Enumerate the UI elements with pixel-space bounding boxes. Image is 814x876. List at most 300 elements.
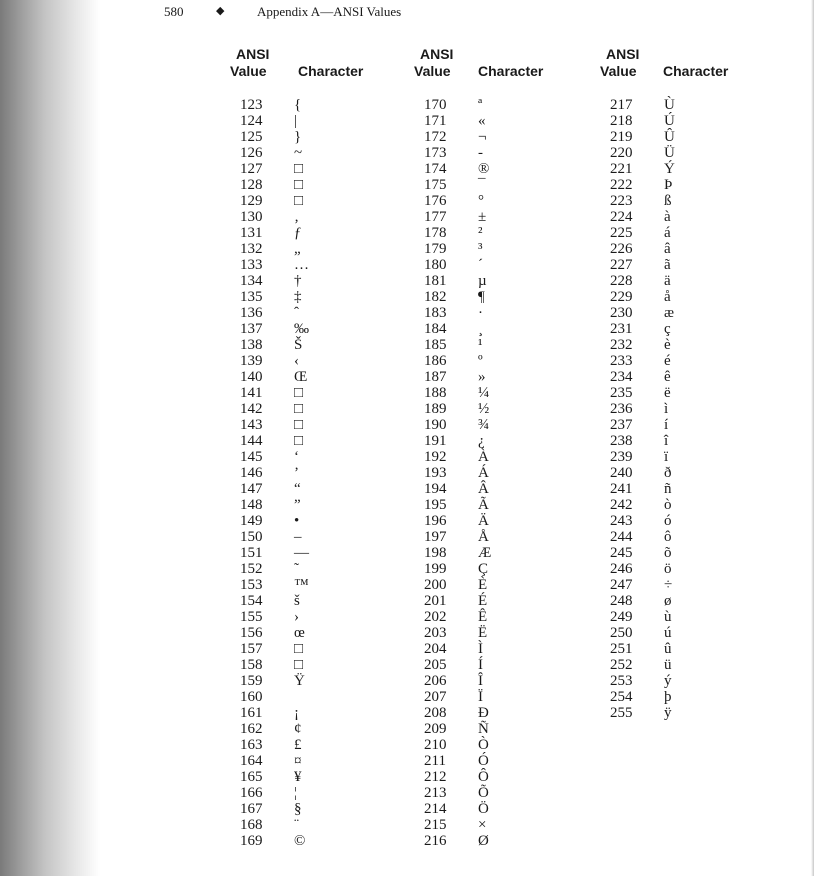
ansi-character: ð xyxy=(664,465,672,481)
ansi-value: 156 xyxy=(240,625,263,641)
ansi-character: • xyxy=(294,513,300,529)
ansi-value: 155 xyxy=(240,609,263,625)
table-row xyxy=(230,529,415,545)
table-row xyxy=(230,337,415,353)
table-row xyxy=(414,193,599,209)
table-row xyxy=(414,753,599,769)
ansi-character: □ xyxy=(294,657,304,673)
ansi-value: 151 xyxy=(240,545,263,561)
ansi-value: 234 xyxy=(610,369,633,385)
table-row xyxy=(230,273,415,289)
table-row xyxy=(230,593,415,609)
column-header xyxy=(230,46,415,90)
ansi-character: ø xyxy=(664,593,672,609)
ansi-character: ² xyxy=(478,225,483,241)
table-row xyxy=(230,145,415,161)
table-row xyxy=(414,529,599,545)
ansi-character: □ xyxy=(294,433,304,449)
table-row xyxy=(414,145,599,161)
table-row xyxy=(414,401,599,417)
table-row xyxy=(600,529,785,545)
table-row xyxy=(600,273,785,289)
ansi-value: 238 xyxy=(610,433,633,449)
table-row xyxy=(600,641,785,657)
ansi-character: « xyxy=(478,113,486,129)
ansi-value: 137 xyxy=(240,321,263,337)
table-row xyxy=(414,673,599,689)
table-row xyxy=(414,833,599,849)
table-row xyxy=(414,97,599,113)
ansi-value: 168 xyxy=(240,817,263,833)
table-row xyxy=(230,657,415,673)
ansi-character: ¢ xyxy=(294,721,302,737)
ansi-character: é xyxy=(664,353,671,369)
ansi-value: 188 xyxy=(424,385,447,401)
ansi-value: 240 xyxy=(610,465,633,481)
table-row xyxy=(600,481,785,497)
running-header xyxy=(0,4,814,24)
ansi-value: 215 xyxy=(424,817,447,833)
ansi-value: 229 xyxy=(610,289,633,305)
ansi-character: Ù xyxy=(664,97,675,113)
ansi-value: 169 xyxy=(240,833,263,849)
ansi-value: 209 xyxy=(424,721,447,737)
ansi-value: 130 xyxy=(240,209,263,225)
ansi-value: 196 xyxy=(424,513,447,529)
ansi-value: 255 xyxy=(610,705,633,721)
ansi-value: 129 xyxy=(240,193,263,209)
ansi-character: ½ xyxy=(478,401,490,417)
ansi-value: 250 xyxy=(610,625,633,641)
table-rows xyxy=(414,97,599,849)
table-row xyxy=(600,513,785,529)
table-row xyxy=(414,209,599,225)
table-row xyxy=(414,721,599,737)
page-number: 580 xyxy=(164,4,184,19)
ansi-value: 208 xyxy=(424,705,447,721)
ansi-value: 219 xyxy=(610,129,633,145)
header-ansi: ANSI xyxy=(236,46,270,62)
ansi-character: } xyxy=(294,129,302,145)
ansi-value: 176 xyxy=(424,193,447,209)
ansi-value: 233 xyxy=(610,353,633,369)
ansi-character: ü xyxy=(664,657,672,673)
ansi-value: 191 xyxy=(424,433,447,449)
ansi-character: œ xyxy=(294,625,305,641)
ansi-value: 244 xyxy=(610,529,633,545)
table-row xyxy=(230,97,415,113)
ansi-value: 141 xyxy=(240,385,263,401)
ansi-character: ó xyxy=(664,513,672,529)
ansi-character: À xyxy=(478,449,489,465)
table-row xyxy=(414,801,599,817)
table-row xyxy=(230,721,415,737)
ansi-character: ® xyxy=(478,161,490,177)
table-row xyxy=(414,225,599,241)
table-row xyxy=(230,769,415,785)
ansi-character: § xyxy=(294,801,302,817)
ansi-value: 212 xyxy=(424,769,447,785)
ansi-character: □ xyxy=(294,193,304,209)
table-row xyxy=(600,145,785,161)
table-row xyxy=(230,689,415,705)
ansi-value: 251 xyxy=(610,641,633,657)
ansi-value: 197 xyxy=(424,529,447,545)
table-row xyxy=(230,465,415,481)
ansi-character: š xyxy=(294,593,300,609)
ansi-character: ™ xyxy=(294,577,309,593)
ansi-value: 236 xyxy=(610,401,633,417)
ansi-value: 247 xyxy=(610,577,633,593)
table-row xyxy=(230,705,415,721)
table-row xyxy=(230,609,415,625)
header-ansi: ANSI xyxy=(420,46,454,62)
ansi-character: ¯ xyxy=(478,177,486,193)
table-row xyxy=(414,385,599,401)
ansi-character: Ú xyxy=(664,113,675,129)
diamond-bullet-icon: ◆ xyxy=(216,5,225,17)
ansi-character: Ó xyxy=(478,753,489,769)
table-row xyxy=(230,577,415,593)
ansi-value: 194 xyxy=(424,481,447,497)
table-rows xyxy=(230,97,415,849)
ansi-character: □ xyxy=(294,385,304,401)
ansi-character: Ò xyxy=(478,737,489,753)
ansi-character: à xyxy=(664,209,671,225)
ansi-value: 179 xyxy=(424,241,447,257)
ansi-character: Ä xyxy=(478,513,489,529)
ansi-value: 227 xyxy=(610,257,633,273)
ansi-value: 180 xyxy=(424,257,447,273)
table-row xyxy=(230,753,415,769)
table-row xyxy=(600,593,785,609)
table-row xyxy=(230,737,415,753)
ansi-value: 182 xyxy=(424,289,447,305)
table-row xyxy=(414,465,599,481)
ansi-character: … xyxy=(294,257,309,273)
ansi-value: 185 xyxy=(424,337,447,353)
table-row xyxy=(414,161,599,177)
table-row xyxy=(600,129,785,145)
ansi-character: □ xyxy=(294,161,304,177)
ansi-character: Ý xyxy=(664,161,675,177)
table-row xyxy=(600,337,785,353)
ansi-value: 154 xyxy=(240,593,263,609)
ansi-value: 246 xyxy=(610,561,633,577)
ansi-value: 166 xyxy=(240,785,263,801)
table-row xyxy=(230,321,415,337)
table-row xyxy=(600,417,785,433)
table-row xyxy=(600,241,785,257)
ansi-value: 242 xyxy=(610,497,633,513)
table-row xyxy=(600,465,785,481)
ansi-character: ‰ xyxy=(294,321,309,337)
table-row xyxy=(414,337,599,353)
book-binding-shadow xyxy=(0,0,100,876)
table-row xyxy=(230,257,415,273)
ansi-value: 235 xyxy=(610,385,633,401)
ansi-value: 160 xyxy=(240,689,263,705)
table-row xyxy=(600,561,785,577)
ansi-character: Ð xyxy=(478,705,489,721)
ansi-character: Ü xyxy=(664,145,675,161)
table-row xyxy=(600,401,785,417)
table-row xyxy=(414,113,599,129)
ansi-value: 192 xyxy=(424,449,447,465)
ansi-value: 239 xyxy=(610,449,633,465)
table-row xyxy=(230,833,415,849)
table-row xyxy=(414,481,599,497)
header-value: Value xyxy=(230,63,267,79)
table-row xyxy=(414,257,599,273)
ansi-character: ê xyxy=(664,369,671,385)
ansi-character: “ xyxy=(294,481,301,497)
ansi-character: ³ xyxy=(478,241,483,257)
ansi-value: 170 xyxy=(424,97,447,113)
table-row xyxy=(600,161,785,177)
ansi-character: þ xyxy=(664,689,672,705)
table-row xyxy=(230,785,415,801)
ansi-value: 165 xyxy=(240,769,263,785)
ansi-character: ú xyxy=(664,625,672,641)
ansi-character: Ø xyxy=(478,833,489,849)
ansi-character: ý xyxy=(664,673,672,689)
ansi-character: í xyxy=(664,417,669,433)
table-row xyxy=(414,705,599,721)
ansi-character: ° xyxy=(478,193,484,209)
table-row xyxy=(230,817,415,833)
table-row xyxy=(414,177,599,193)
ansi-character: ” xyxy=(294,497,301,513)
ansi-character: º xyxy=(478,353,483,369)
ansi-character: ¨ xyxy=(294,817,299,833)
table-row xyxy=(414,593,599,609)
ansi-character: Ñ xyxy=(478,721,489,737)
ansi-value: 162 xyxy=(240,721,263,737)
ansi-character: ~ xyxy=(294,145,303,161)
ansi-value: 149 xyxy=(240,513,263,529)
ansi-value: 254 xyxy=(610,689,633,705)
ansi-value: 177 xyxy=(424,209,447,225)
table-row xyxy=(230,449,415,465)
ansi-value: 222 xyxy=(610,177,633,193)
ansi-value: 252 xyxy=(610,657,633,673)
ansi-value: 124 xyxy=(240,113,263,129)
ansi-character: □ xyxy=(294,641,304,657)
table-row xyxy=(414,449,599,465)
table-row xyxy=(230,513,415,529)
ansi-character: ƒ xyxy=(294,225,302,241)
ansi-character: » xyxy=(478,369,486,385)
ansi-value: 213 xyxy=(424,785,447,801)
table-row xyxy=(230,497,415,513)
ansi-character: ‡ xyxy=(294,289,302,305)
table-row xyxy=(414,769,599,785)
ansi-table-column-2 xyxy=(414,46,599,849)
table-row xyxy=(230,481,415,497)
table-row xyxy=(230,129,415,145)
ansi-value: 145 xyxy=(240,449,263,465)
ansi-value: 144 xyxy=(240,433,263,449)
table-row xyxy=(600,433,785,449)
ansi-value: 139 xyxy=(240,353,263,369)
ansi-character: ñ xyxy=(664,481,672,497)
ansi-value: 228 xyxy=(610,273,633,289)
ansi-character: ö xyxy=(664,561,672,577)
ansi-table-column-3 xyxy=(600,46,785,721)
ansi-character: ˜ xyxy=(294,561,299,577)
ansi-character: ß xyxy=(664,193,672,209)
header-character: Character xyxy=(298,63,364,79)
ansi-character: ‘ xyxy=(294,449,299,465)
table-row xyxy=(600,305,785,321)
table-row xyxy=(600,289,785,305)
ansi-value: 142 xyxy=(240,401,263,417)
table-row xyxy=(230,305,415,321)
ansi-value: 193 xyxy=(424,465,447,481)
table-row xyxy=(230,673,415,689)
table-row xyxy=(414,353,599,369)
ansi-value: 249 xyxy=(610,609,633,625)
ansi-value: 225 xyxy=(610,225,633,241)
ansi-character: { xyxy=(294,97,302,113)
ansi-value: 148 xyxy=(240,497,263,513)
table-row xyxy=(414,545,599,561)
ansi-value: 230 xyxy=(610,305,633,321)
ansi-character: „ xyxy=(294,241,301,257)
table-row xyxy=(414,289,599,305)
ansi-value: 217 xyxy=(610,97,633,113)
ansi-character: □ xyxy=(294,177,304,193)
table-row xyxy=(414,433,599,449)
table-row xyxy=(600,113,785,129)
ansi-value: 216 xyxy=(424,833,447,849)
table-row xyxy=(414,641,599,657)
ansi-value: 181 xyxy=(424,273,447,289)
ansi-value: 195 xyxy=(424,497,447,513)
ansi-value: 231 xyxy=(610,321,633,337)
table-row xyxy=(230,209,415,225)
ansi-value: 167 xyxy=(240,801,263,817)
table-row xyxy=(600,625,785,641)
table-row xyxy=(230,193,415,209)
table-row xyxy=(414,513,599,529)
ansi-value: 248 xyxy=(610,593,633,609)
ansi-character: â xyxy=(664,241,671,257)
table-row xyxy=(600,353,785,369)
ansi-character: Þ xyxy=(664,177,673,193)
ansi-character: û xyxy=(664,641,672,657)
ansi-value: 173 xyxy=(424,145,447,161)
ansi-character: ’ xyxy=(294,465,299,481)
ansi-value: 214 xyxy=(424,801,447,817)
table-row xyxy=(414,609,599,625)
ansi-value: 178 xyxy=(424,225,447,241)
ansi-value: 123 xyxy=(240,97,263,113)
ansi-value: 164 xyxy=(240,753,263,769)
ansi-value: 132 xyxy=(240,241,263,257)
ansi-character: ù xyxy=(664,609,672,625)
ansi-value: 147 xyxy=(240,481,263,497)
ansi-value: 199 xyxy=(424,561,447,577)
ansi-value: 146 xyxy=(240,465,263,481)
ansi-value: 202 xyxy=(424,609,447,625)
table-row xyxy=(414,657,599,673)
table-row xyxy=(230,177,415,193)
header-value: Value xyxy=(414,63,451,79)
ansi-value: 245 xyxy=(610,545,633,561)
table-row xyxy=(230,241,415,257)
table-row xyxy=(600,673,785,689)
table-row xyxy=(230,353,415,369)
table-row xyxy=(414,417,599,433)
ansi-value: 161 xyxy=(240,705,263,721)
table-row xyxy=(600,97,785,113)
ansi-character: ˆ xyxy=(294,305,299,321)
ansi-value: 172 xyxy=(424,129,447,145)
table-row xyxy=(414,737,599,753)
table-row xyxy=(600,689,785,705)
ansi-character: Õ xyxy=(478,785,489,801)
ansi-character: Á xyxy=(478,465,489,481)
ansi-character: · xyxy=(478,305,483,321)
header-character: Character xyxy=(478,63,544,79)
ansi-character: □ xyxy=(294,417,304,433)
ansi-character: ´ xyxy=(478,257,483,273)
ansi-character: ¥ xyxy=(294,769,302,785)
table-row xyxy=(600,177,785,193)
header-value: Value xyxy=(600,63,637,79)
ansi-character: µ xyxy=(478,273,487,289)
ansi-character: Ê xyxy=(478,609,488,625)
ansi-value: 125 xyxy=(240,129,263,145)
ansi-value: 159 xyxy=(240,673,263,689)
ansi-value: 210 xyxy=(424,737,447,753)
table-row xyxy=(230,113,415,129)
ansi-character: ¦ xyxy=(294,785,298,801)
ansi-character: Ç xyxy=(478,561,489,577)
table-row xyxy=(414,817,599,833)
table-row xyxy=(600,577,785,593)
column-header xyxy=(600,46,785,90)
table-row xyxy=(600,209,785,225)
ansi-character: Ÿ xyxy=(294,673,305,689)
ansi-character: Â xyxy=(478,481,489,497)
ansi-table-column-1 xyxy=(230,46,415,849)
table-row xyxy=(230,401,415,417)
ansi-value: 153 xyxy=(240,577,263,593)
ansi-value: 237 xyxy=(610,417,633,433)
table-row xyxy=(600,321,785,337)
ansi-value: 183 xyxy=(424,305,447,321)
ansi-value: 201 xyxy=(424,593,447,609)
table-row xyxy=(230,561,415,577)
table-row xyxy=(414,321,599,337)
ansi-value: 241 xyxy=(610,481,633,497)
table-row xyxy=(600,545,785,561)
ansi-character: Ë xyxy=(478,625,488,641)
ansi-character: ã xyxy=(664,257,671,273)
ansi-value: 203 xyxy=(424,625,447,641)
ansi-character: † xyxy=(294,273,302,289)
ansi-value: 205 xyxy=(424,657,447,673)
ansi-character: £ xyxy=(294,737,302,753)
ansi-character: è xyxy=(664,337,671,353)
ansi-character: Î xyxy=(478,673,483,689)
ansi-character: ¿ xyxy=(478,433,485,449)
ansi-value: 175 xyxy=(424,177,447,193)
ansi-character: Í xyxy=(478,657,483,673)
